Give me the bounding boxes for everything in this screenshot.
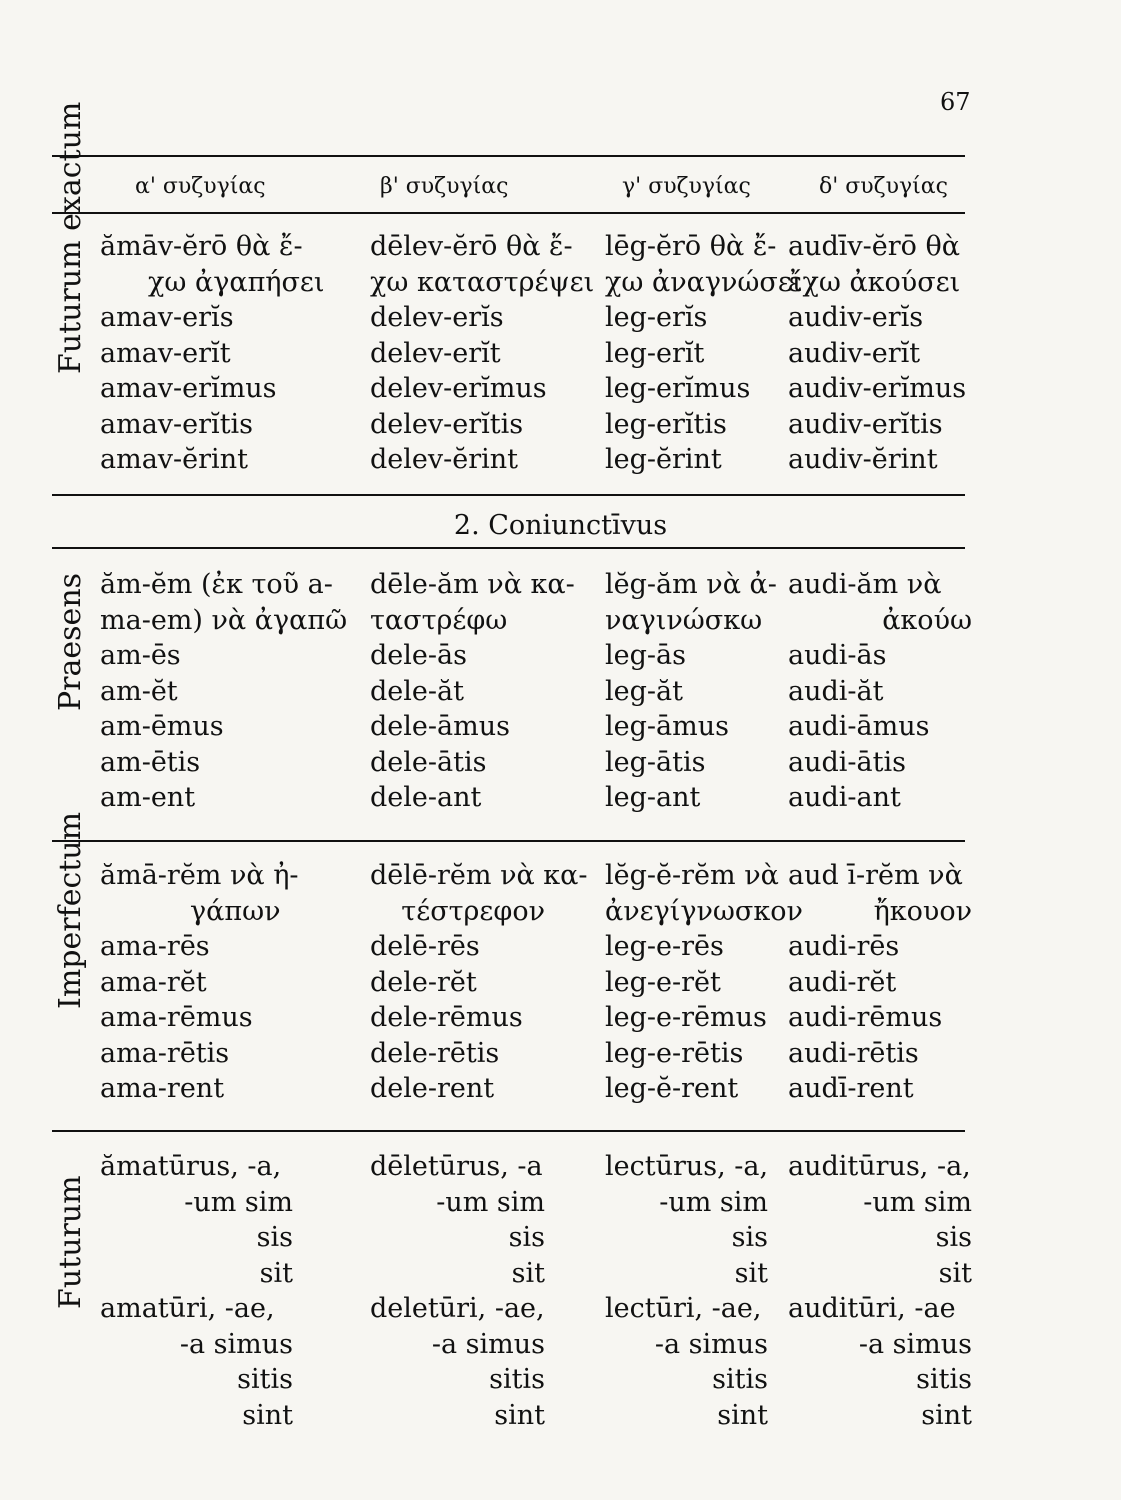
table-cell: dele-ăt [370, 675, 464, 707]
table-cell: leg-ant [605, 782, 701, 813]
table-cell: ταστρέφω [370, 604, 508, 636]
table-cell: ma-em) νὰ ἀγαπῶ [100, 604, 348, 636]
table-cell: leg-erĭmus [605, 373, 751, 404]
table-cell: auditūrus, -a, [788, 1151, 971, 1182]
section-label: Futurum [52, 1175, 88, 1309]
table-cell: amav-erĭt [100, 337, 231, 369]
column-header-row [52, 172, 965, 206]
table-cell: leg-erĭtis [605, 408, 727, 440]
table-cell: ăm-ĕm (ἐκ τοῦ a- [100, 569, 333, 600]
table-cell: ama-rĕt [100, 966, 207, 998]
table-cell: ἤκουον [873, 895, 972, 927]
table-cell: sit [938, 1257, 972, 1289]
table-cell: audi-rēmus [788, 1002, 943, 1033]
table-cell: τέστρεφον [401, 895, 545, 927]
table-cell: amav-erĭs [100, 302, 234, 333]
table-cell: leg-ātis [605, 746, 706, 778]
table-cell: audi-āmus [788, 711, 930, 742]
table-cell: ama-rēs [100, 931, 210, 962]
table-cell: dele-rēmus [370, 1002, 523, 1033]
table-cell: audi-ant [788, 782, 901, 813]
table-cell: ămāv-ĕrō θὰ ἔ- [100, 231, 303, 262]
table-cell: leg-ĕ-rent [605, 1073, 739, 1104]
table-cell: audiv-erĭtis [788, 408, 943, 440]
table-cell: delev-erĭtis [370, 408, 524, 440]
table-cell: leg-āmus [605, 711, 729, 742]
table-cell: audi-rĕt [788, 966, 897, 998]
table-cell: lēg-ĕrō θὰ ἔ- [605, 231, 777, 262]
table-cell: audī-rent [788, 1073, 914, 1104]
table-cell: am-ĕt [100, 675, 178, 707]
page-number: 67 [940, 88, 971, 116]
table-cell: ἔχω ἀκούσει [788, 266, 961, 298]
table-cell: -a simus [654, 1328, 768, 1360]
table-cell: amav-erĭmus [100, 373, 277, 404]
table-cell: ama-rēmus [100, 1002, 253, 1033]
table-cell: dele-ant [370, 782, 482, 813]
table-cell: χω καταστρέψει [370, 266, 595, 298]
table-cell: sint [717, 1399, 768, 1431]
header-conjugation-3: γ' συζυγίας [622, 174, 751, 199]
table-cell: am-ēs [100, 640, 181, 671]
table-cell: dele-rent [370, 1073, 495, 1104]
table-cell: audi-ās [788, 640, 887, 671]
table-cell: auditūri, -ae [788, 1293, 956, 1324]
table-cell: ama-rent [100, 1073, 225, 1104]
top-rule [52, 155, 965, 157]
section-label: Futurum exactum [52, 101, 88, 374]
table-cell: ămatūrus, -a, [100, 1151, 282, 1182]
table-cell: sit [511, 1257, 545, 1289]
header-conjugation-4: δ' συζυγίας [819, 174, 948, 199]
header-conjugation-2: β' συζυγίας [380, 174, 509, 199]
table-cell: dēle-ăm νὰ κα- [370, 569, 575, 600]
table-cell: χω ἀγαπήσει [148, 266, 325, 298]
table-cell: am-ēmus [100, 711, 224, 742]
table-cell: lectūrus, -a, [605, 1151, 769, 1182]
table-cell: sint [921, 1399, 972, 1431]
table-cell: amav-ĕrint [100, 444, 248, 475]
table-cell: sint [242, 1399, 293, 1431]
table-cell: audi-rētis [788, 1037, 919, 1069]
table-cell: audi-ātis [788, 746, 906, 778]
table-cell: -a simus [431, 1328, 545, 1360]
table-cell: sit [734, 1257, 768, 1289]
table-cell: dēletūrus, -a [370, 1151, 543, 1182]
table-cell: sis [935, 1222, 972, 1253]
table-cell: ἀνεγίγνωσκον [605, 895, 803, 927]
table-cell: leg-e-rētis [605, 1037, 744, 1069]
table-cell: dēlē-rĕm νὰ κα- [370, 860, 588, 891]
table-cell: lĕg-ĕ-rĕm νὰ [605, 860, 779, 891]
table-cell: am-ētis [100, 746, 201, 778]
section-label: Praesens [52, 572, 88, 711]
table-cell: delev-erĭt [370, 337, 501, 369]
header-conjugation-1: α' συζυγίας [135, 174, 266, 199]
table-cell: sis [508, 1222, 545, 1253]
table-cell: χω ἀναγνώσει [605, 266, 803, 298]
table-cell: dele-ātis [370, 746, 487, 778]
table-cell: -a simus [858, 1328, 972, 1360]
table-cell: dele-rĕt [370, 966, 477, 998]
table-cell: delē-rēs [370, 931, 480, 962]
header-rule [52, 212, 965, 214]
table-cell: sitis [237, 1364, 293, 1395]
section-rule [52, 547, 965, 549]
table-cell: lĕg-ăm νὰ ἀ- [605, 569, 777, 600]
table-cell: dēlev-ĕrō θὰ ἔ- [370, 231, 573, 262]
table-cell: sit [259, 1257, 293, 1289]
table-cell: amav-erĭtis [100, 408, 254, 440]
table-cell: sitis [489, 1364, 545, 1395]
table-cell: leg-e-rĕt [605, 966, 721, 998]
table-cell: audiv-ĕrint [788, 444, 938, 475]
table-cell: dele-āmus [370, 711, 510, 742]
table-cell: sitis [916, 1364, 972, 1395]
table-cell: aud ī-rĕm νὰ [788, 860, 963, 891]
table-cell: -a simus [179, 1328, 293, 1360]
table-cell: ναγινώσκω [605, 604, 763, 636]
table-cell: leg-e-rēs [605, 931, 724, 962]
table-cell: leg-e-rēmus [605, 1002, 767, 1033]
table-cell: audiv-erĭmus [788, 373, 967, 404]
table-cell: audīv-ĕrō θὰ [788, 231, 960, 262]
table-cell: delev-erĭmus [370, 373, 547, 404]
table-cell: audi-ăm νὰ [788, 569, 942, 600]
table-cell: audiv-erĭs [788, 302, 924, 333]
table-cell: delev-erĭs [370, 302, 504, 333]
table-cell: -um sim [659, 1186, 768, 1218]
table-cell: ama-rētis [100, 1037, 230, 1069]
section-label: Imperfectum [52, 811, 88, 1009]
table-cell: sis [256, 1222, 293, 1253]
table-cell: dele-rētis [370, 1037, 500, 1069]
table-cell: ămā-rĕm νὰ ἠ- [100, 860, 299, 891]
table-cell: sitis [712, 1364, 768, 1395]
table-cell: sint [494, 1399, 545, 1431]
table-cell: audiv-erĭt [788, 337, 921, 369]
table-cell: leg-erĭs [605, 302, 708, 333]
table-cell: leg-ăt [605, 675, 683, 707]
section-rule [52, 840, 965, 842]
table-cell: deletūri, -ae, [370, 1293, 545, 1324]
table-cell: sis [731, 1222, 768, 1253]
section-rule [52, 1130, 965, 1132]
table-cell: dele-ās [370, 640, 467, 671]
table-cell: delev-ĕrint [370, 444, 519, 475]
table-cell: leg-erĭt [605, 337, 705, 369]
table-cell: am-ent [100, 782, 196, 813]
table-cell: leg-ĕrint [605, 444, 722, 475]
table-cell: -um sim [863, 1186, 972, 1218]
table-cell: audi-ăt [788, 675, 884, 707]
table-cell: audi-rēs [788, 931, 900, 962]
section-subtitle: 2. Coniunctīvus [453, 510, 668, 541]
section-rule [52, 494, 965, 496]
table-cell: lectūri, -ae, [605, 1293, 762, 1324]
table-cell: amatūri, -ae, [100, 1293, 275, 1324]
table-cell: ἀκούω [882, 604, 972, 636]
table-cell: leg-ās [605, 640, 686, 671]
table-cell: γάπων [190, 895, 281, 927]
table-cell: -um sim [184, 1186, 293, 1218]
table-cell: -um sim [436, 1186, 545, 1218]
